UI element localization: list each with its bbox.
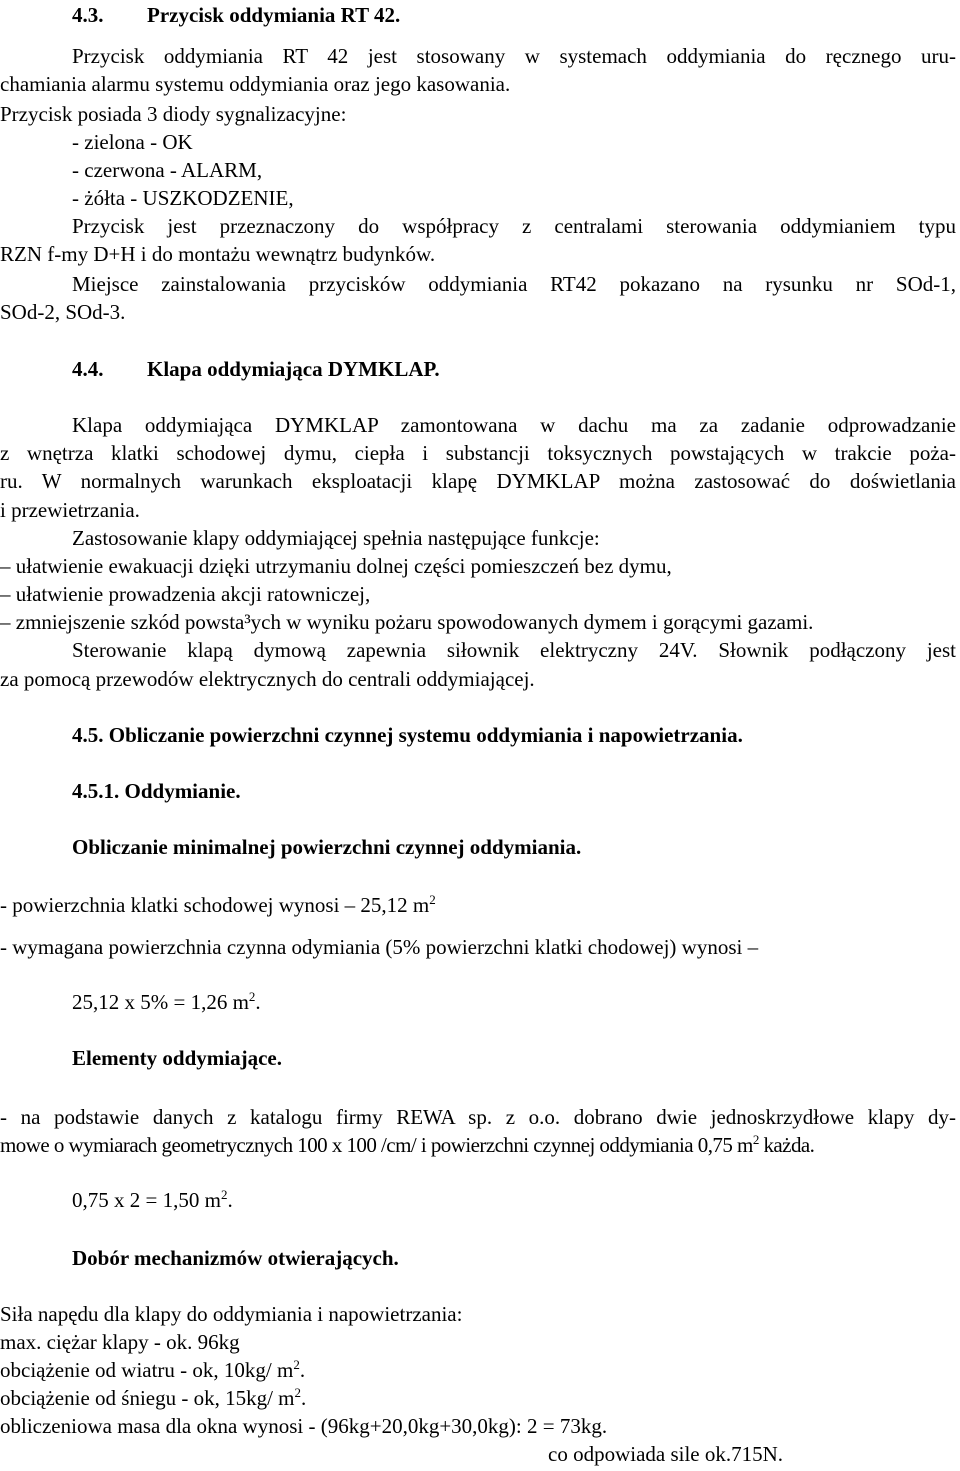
mechanisms-heading: Dobór mechanizmów otwierających. bbox=[72, 1246, 399, 1270]
mechanisms-line: obciążenie od wiatru - ok, 10kg/ $m^2$. bbox=[0, 1357, 306, 1382]
superscript: 2 bbox=[220, 1187, 228, 1202]
superscript: 2 bbox=[294, 1385, 302, 1400]
elements-line: - na podstawie danych z katalogu firmy REWA sp. z o.o. dobrano dwie jednoskrzydłowe klapy dy- bbox=[0, 1105, 956, 1129]
paragraph-line: chamiania alarmu systemu oddymiania oraz jego kasowania. bbox=[0, 72, 511, 96]
paragraph-line: Sterowanie klapą dymową zapewnia siłownik elektryczny 24V. Słownik podłączony jest bbox=[72, 638, 956, 662]
paragraph-line: Miejsce zainstalowania przycisków oddymiania RT42 pokazano na rysunku nr SOd-1, bbox=[72, 272, 956, 296]
section-4-3-title: Przycisk oddymiania RT 42. bbox=[147, 3, 401, 27]
list-item-function: – ułatwienie prowadzenia akcji ratowniczej, bbox=[0, 582, 371, 606]
elements-heading: Elementy oddymiające. bbox=[72, 1046, 282, 1070]
elements-line: mowe o wymiarach geometrycznych 100 x 100 /cm/ i powierzchni czynnej oddymiania 0,75 $m^2$ każda. bbox=[0, 1132, 815, 1157]
section-4-4-title: Klapa oddymiająca DYMKLAP. bbox=[147, 357, 440, 381]
section-4-4-number: 4.4. bbox=[72, 357, 104, 381]
list-item-function: – zmniejszenie szkód powsta³ych w wyniku pożaru spowodowanych dymem i gorącymi gazami. bbox=[0, 610, 814, 634]
mechanisms-line: obliczeniowa masa dla okna wynosi - (96kg+20,0kg+30,0kg): 2 = 73kg. bbox=[0, 1414, 608, 1438]
mechanisms-line: obciążenie od śniegu - ok, 15kg/ $m^2$. bbox=[0, 1385, 307, 1410]
area-line: - powierzchnia klatki schodowej wynosi – 25,12 $m^2$ bbox=[0, 892, 436, 917]
paragraph-line: Zastosowanie klapy oddymiającej spełnia następujące funkcje: bbox=[72, 526, 600, 550]
superscript: 2 bbox=[248, 989, 256, 1004]
mechanisms-line: max. ciężar klapy - ok. 96kg bbox=[0, 1330, 240, 1354]
mechanisms-line: Siła napędu dla klapy do oddymiania i napowietrzania: bbox=[0, 1302, 463, 1326]
paragraph-line: RZN f-my D+H i do montażu wewnątrz budynków. bbox=[0, 242, 436, 266]
section-4-3-number: 4.3. bbox=[72, 3, 104, 27]
list-item-function: – ułatwienie ewakuacji dzięki utrzymaniu dolnej części pomieszczeń bez dymu, bbox=[0, 554, 672, 578]
required-area-line: - wymagana powierzchnia czynna odymiania (5% powierzchni klatki chodowej) wynosi – bbox=[0, 935, 759, 959]
paragraph-line: Klapa oddymiająca DYMKLAP zamontowana w dachu ma za zadanie odprowadzanie bbox=[72, 413, 956, 437]
section-4-5-1-title: 4.5.1. Oddymianie. bbox=[72, 779, 241, 803]
superscript: 2 bbox=[752, 1132, 759, 1147]
paragraph-line: za pomocą przewodów elektrycznych do centrali oddymiającej. bbox=[0, 667, 535, 691]
paragraph-line: z wnętrza klatki schodowej dymu, ciepła i substancji toksycznych powstających w trakcie poża- bbox=[0, 441, 956, 465]
elements-result: 0,75 x 2 = 1,50 $m^2$. bbox=[72, 1187, 233, 1212]
calc-result: 25,12 x 5% = 1,26 $m^2$. bbox=[72, 989, 261, 1014]
paragraph-line: SOd-2, SOd-3. bbox=[0, 300, 126, 324]
superscript: 2 bbox=[429, 892, 436, 907]
paragraph-line: i przewietrzania. bbox=[0, 498, 140, 522]
paragraph-line: Przycisk oddymiania RT 42 jest stosowany w systemach oddymiania do ręcznego uru- bbox=[72, 44, 956, 68]
superscript: 2 bbox=[293, 1357, 300, 1372]
paragraph-line: Przycisk jest przeznaczony do współpracy z centralami sterowania oddymianiem typu bbox=[72, 214, 956, 238]
section-4-5-title: 4.5. Obliczanie powierzchni czynnej systemu oddymiania i napowietrzania. bbox=[72, 723, 743, 747]
list-item-diode: - czerwona - ALARM, bbox=[72, 158, 263, 182]
paragraph-line: ru. W normalnych warunkach eksploatacji klapę DYMKLAP można zastosować do doświetlania bbox=[0, 469, 956, 493]
mechanisms-line: co odpowiada sile ok.715N. bbox=[548, 1442, 784, 1466]
calc-heading: Obliczanie minimalnej powierzchni czynnej oddymiania. bbox=[72, 835, 582, 859]
list-item-diode: - żółta - USZKODZENIE, bbox=[72, 186, 294, 210]
paragraph-line: Przycisk posiada 3 diody sygnalizacyjne: bbox=[0, 102, 347, 126]
list-item-diode: - zielona - OK bbox=[72, 130, 193, 154]
